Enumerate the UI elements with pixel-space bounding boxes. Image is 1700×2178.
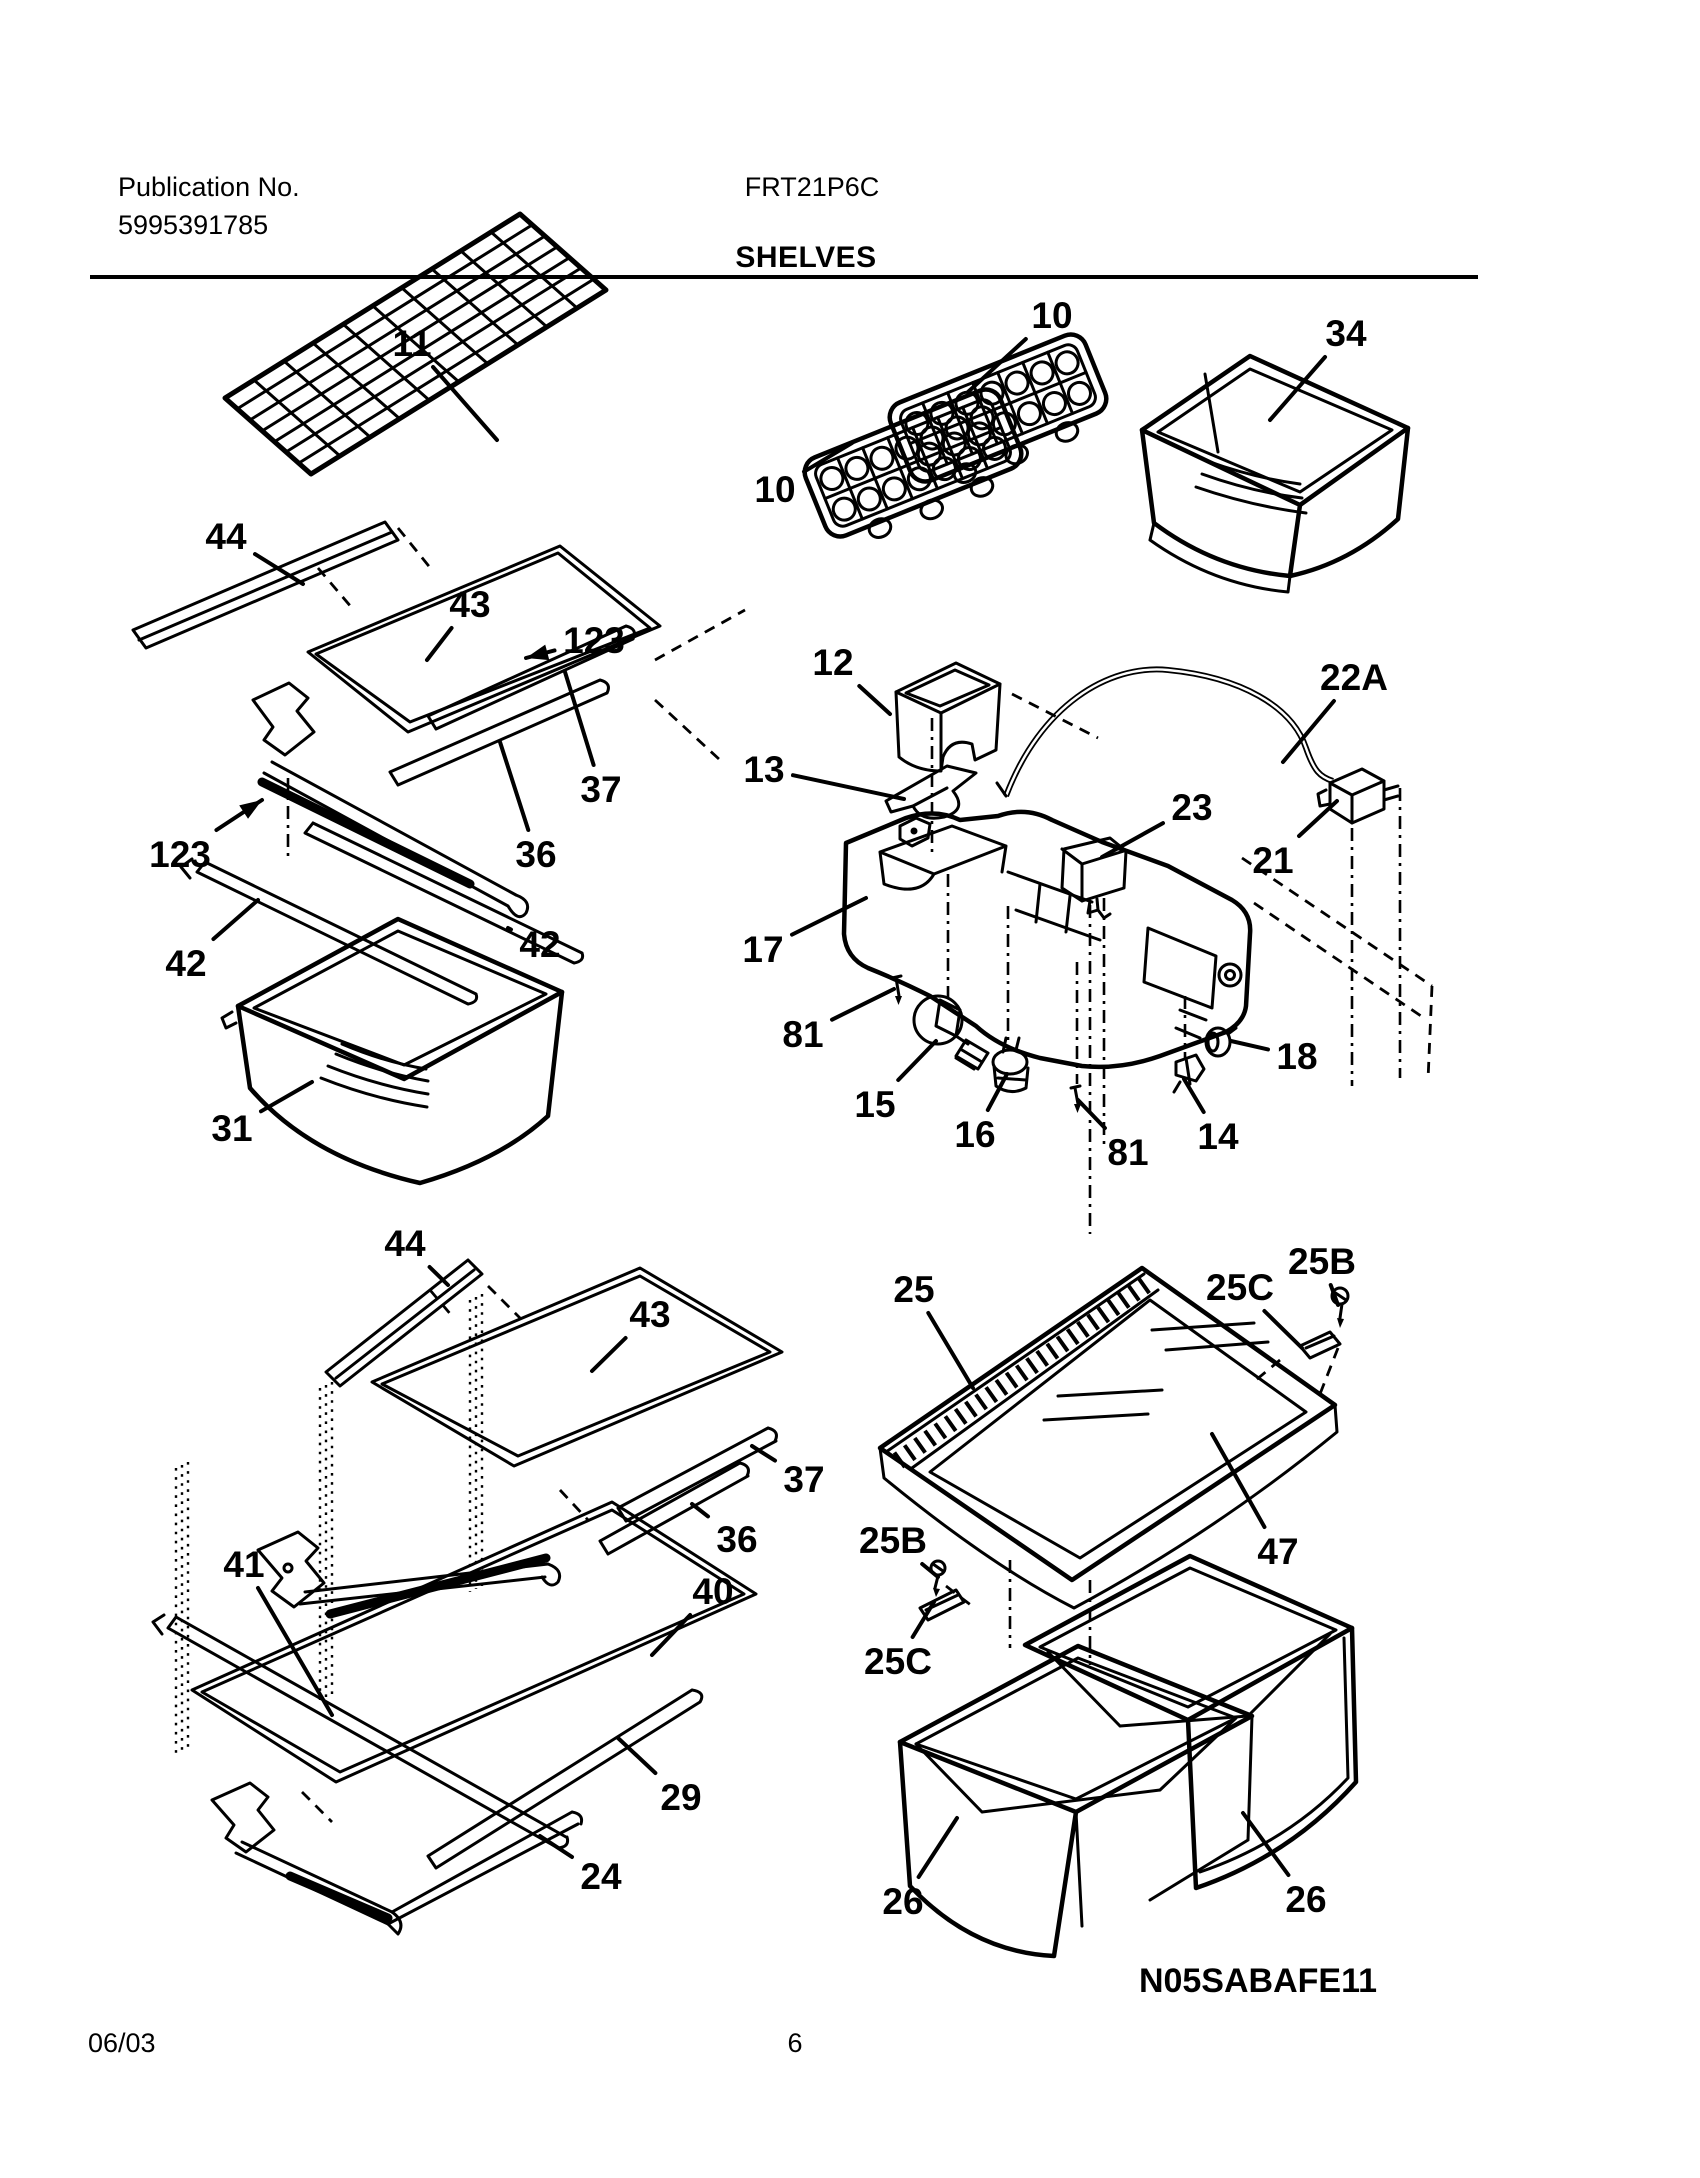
callout-leader-25C — [1264, 1311, 1302, 1348]
callout-43-5 — [427, 584, 491, 660]
callout-36-29 — [692, 1504, 758, 1560]
trim-44-upper-drawing — [133, 522, 432, 648]
callout-label-43: 43 — [449, 584, 491, 625]
diagram-code: N05SABAFE11 — [1138, 1962, 1378, 2000]
ice-tray-10-lower-drawing — [800, 385, 1033, 557]
callout-label-41: 41 — [223, 1544, 265, 1585]
callout-label-40: 40 — [692, 1571, 734, 1612]
callout-label-26: 26 — [882, 1881, 924, 1922]
callout-label-10: 10 — [1031, 295, 1073, 336]
callout-arrowhead-123 — [526, 645, 549, 660]
callout-123-9 — [149, 800, 262, 875]
callout-81-22 — [1078, 1100, 1149, 1173]
model-number: FRT21P6C — [744, 172, 880, 202]
callout-43-26 — [592, 1294, 671, 1371]
callout-14-23 — [1184, 1079, 1239, 1157]
publication-label: Publication No. — [118, 172, 300, 202]
door-bin-34-drawing — [1142, 356, 1408, 592]
callout-label-17: 17 — [742, 929, 784, 970]
callout-leader-16 — [988, 1074, 1007, 1110]
glass-shelf-40-drawing — [192, 1502, 756, 1782]
callout-label-29: 29 — [660, 1777, 702, 1818]
callout-label-34: 34 — [1325, 313, 1367, 354]
projection-guides — [655, 610, 1432, 1234]
callout-label-11: 11 — [392, 323, 432, 364]
callout-16-21 — [954, 1074, 1007, 1155]
callout-leader-43 — [427, 628, 452, 660]
callout-label-31: 31 — [211, 1108, 253, 1149]
callout-leader-31 — [261, 1082, 312, 1111]
callout-leader-14 — [1184, 1079, 1204, 1112]
callout-15-20 — [854, 1041, 936, 1125]
publication-number: 5995391785 — [118, 210, 269, 240]
callout-label-36: 36 — [716, 1519, 758, 1560]
callout-42-10 — [165, 900, 258, 984]
crisper-drawer-26-right-drawing — [1025, 1556, 1356, 1888]
callout-label-25C: 25C — [864, 1641, 932, 1682]
callout-leader-17 — [792, 898, 866, 935]
callout-label-21: 21 — [1252, 840, 1294, 881]
callout-label-13: 13 — [743, 749, 785, 790]
callout-leader-81 — [1078, 1100, 1105, 1128]
header — [90, 172, 1478, 277]
shelf-frame-24-drawing — [212, 1783, 582, 1934]
callout-label-24: 24 — [580, 1856, 622, 1897]
callout-label-42: 42 — [165, 943, 207, 984]
callout-label-81: 81 — [1107, 1132, 1149, 1173]
callout-17-18 — [742, 898, 866, 970]
footer-date: 06/03 — [88, 2028, 156, 2058]
callout-36-8 — [500, 742, 557, 875]
wire-harness-22A-drawing — [997, 669, 1333, 796]
callout-25-33 — [893, 1269, 973, 1388]
callout-26-40 — [1243, 1813, 1327, 1920]
crisper-drawer-31-drawing — [222, 919, 562, 1183]
callout-leader-36 — [692, 1504, 708, 1516]
callout-label-14: 14 — [1197, 1116, 1239, 1157]
callout-label-43: 43 — [629, 1294, 671, 1335]
callout-44-25 — [384, 1223, 448, 1285]
callout-leader-42 — [213, 900, 258, 939]
callout-12-13 — [812, 642, 890, 714]
callout-label-44: 44 — [384, 1223, 426, 1264]
callout-leader-13 — [793, 775, 904, 799]
footer — [88, 2028, 803, 2058]
callout-layer — [149, 295, 1388, 1922]
callout-44-4 — [205, 516, 303, 584]
callout-13-14 — [743, 749, 904, 799]
callout-label-44: 44 — [205, 516, 247, 557]
callout-26-39 — [882, 1818, 957, 1922]
callout-24-32 — [540, 1836, 622, 1897]
callout-label-25B: 25B — [859, 1520, 927, 1561]
callout-label-36: 36 — [515, 834, 557, 875]
callout-47-36 — [1212, 1434, 1299, 1572]
callout-label-81: 81 — [782, 1014, 824, 1055]
callout-25B-35 — [1288, 1241, 1356, 1305]
callout-label-22A: 22A — [1320, 657, 1388, 698]
console-17-drawing — [844, 812, 1250, 1067]
callout-leader-25 — [928, 1313, 973, 1388]
callout-label-42: 42 — [519, 924, 561, 965]
callout-label-25B: 25B — [1288, 1241, 1356, 1282]
fill-cup-12-drawing — [896, 663, 1000, 771]
callout-label-18: 18 — [1276, 1036, 1318, 1077]
callout-label-15: 15 — [854, 1084, 896, 1125]
callout-label-25: 25 — [893, 1269, 935, 1310]
rail-41-drawing — [153, 1615, 568, 1848]
section-title: SHELVES — [735, 241, 877, 274]
callout-81-19 — [782, 989, 894, 1055]
crisper-drawer-26-left-drawing — [900, 1646, 1252, 1956]
callout-label-16: 16 — [954, 1114, 996, 1155]
callout-leader-15 — [898, 1041, 936, 1080]
callout-label-37: 37 — [580, 769, 622, 810]
callout-label-47: 47 — [1257, 1531, 1299, 1572]
callout-leader-12 — [859, 686, 890, 714]
callout-leader-18 — [1231, 1041, 1268, 1049]
callout-22A-15 — [1283, 657, 1388, 762]
callout-23-16 — [1102, 787, 1213, 857]
callout-label-10: 10 — [754, 469, 796, 510]
callout-18-24 — [1231, 1036, 1318, 1077]
callout-25B-37 — [859, 1520, 938, 1577]
callout-leader-40 — [652, 1615, 690, 1655]
callout-label-123: 123 — [149, 834, 211, 875]
callout-label-12: 12 — [812, 642, 854, 683]
callout-123-6 — [526, 620, 625, 661]
callout-leader-81 — [832, 989, 894, 1020]
shelf-track-guides — [176, 1294, 482, 1758]
callout-label-123: 123 — [563, 620, 625, 661]
callout-40-30 — [652, 1571, 734, 1655]
callout-21-17 — [1252, 801, 1337, 881]
callout-label-26: 26 — [1285, 1879, 1327, 1920]
callout-arrowhead-123 — [239, 800, 262, 819]
callout-label-37: 37 — [783, 1459, 825, 1500]
callout-31-12 — [211, 1082, 312, 1149]
shelf-frame-123-upper-drawing — [253, 626, 634, 917]
callout-42-11 — [508, 924, 561, 965]
callout-label-23: 23 — [1171, 787, 1213, 828]
callout-leader-36 — [500, 742, 528, 830]
callout-label-25C: 25C — [1206, 1267, 1274, 1308]
callout-37-28 — [752, 1446, 825, 1500]
callout-leader-42 — [508, 928, 511, 930]
glass-shelf-43-lower-drawing — [372, 1268, 782, 1466]
callout-leader-43 — [592, 1338, 626, 1371]
callout-29-31 — [618, 1738, 702, 1818]
callout-leader-21 — [1299, 801, 1337, 836]
footer-page-number: 6 — [787, 2028, 803, 2058]
callout-leader-26 — [919, 1818, 957, 1877]
